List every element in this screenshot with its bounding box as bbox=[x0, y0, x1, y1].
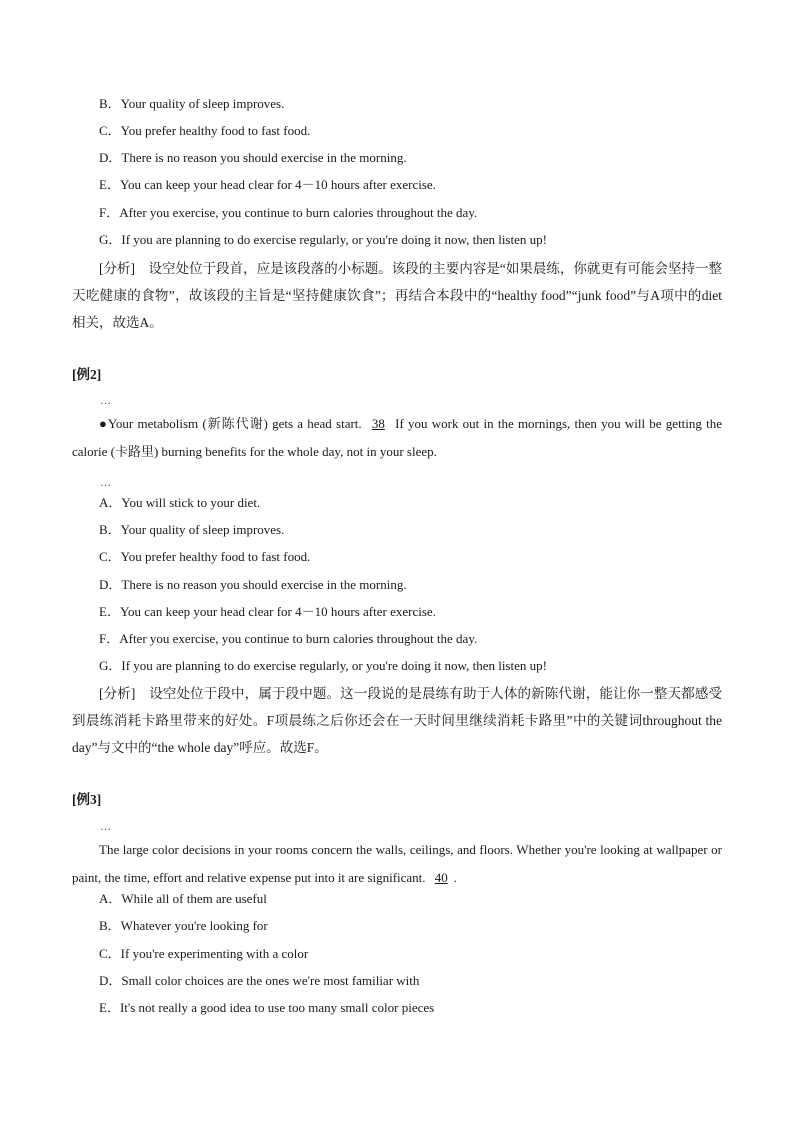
option-g: G．If you are planning to do exercise regularly, or you're doing it now, then listen up! bbox=[99, 658, 547, 673]
option-a: A．You will stick to your diet. bbox=[99, 495, 261, 510]
analysis-2 bbox=[72, 680, 722, 761]
option-a: A．While all of them are useful bbox=[99, 891, 267, 906]
ellipsis: … bbox=[100, 821, 111, 833]
option-d: D．There is no reason you should exercise in the morning. bbox=[99, 150, 407, 165]
blank-38: 38 bbox=[371, 416, 385, 431]
passage-text: ●Your metabolism (新陈代谢) gets a head start. 38 If you work out in the mornings, then you will be getting the calorie (卡路里) burning benefits for the whole day, not in your sleep. bbox=[72, 416, 723, 459]
passage-2 bbox=[72, 410, 722, 466]
example-heading: [例3] bbox=[72, 792, 102, 807]
passage-3 bbox=[72, 836, 722, 892]
option-b: B．Your quality of sleep improves. bbox=[99, 522, 285, 537]
ellipsis: … bbox=[100, 395, 111, 407]
option-g: G．If you are planning to do exercise regularly, or you're doing it now, then listen up! bbox=[99, 232, 547, 247]
ellipsis: … bbox=[100, 477, 111, 489]
example-heading: [例2] bbox=[72, 367, 102, 382]
analysis-1 bbox=[72, 255, 722, 336]
option-e: E．You can keep your head clear for 4－10 hours after exercise. bbox=[99, 177, 436, 192]
option-c: C．You prefer healthy food to fast food. bbox=[99, 549, 311, 564]
option-c: C．You prefer healthy food to fast food. bbox=[99, 123, 311, 138]
option-b: B．Whatever you're looking for bbox=[99, 918, 268, 933]
option-b: B．Your quality of sleep improves. bbox=[99, 96, 285, 111]
option-d: D．There is no reason you should exercise in the morning. bbox=[99, 577, 407, 592]
passage-text: The large color decisions in your rooms concern the walls, ceilings, and floors. Whether you're looking at wallpaper or paint, the time, effort and relative expense put into it are significant. 40 . bbox=[72, 842, 722, 885]
analysis-text: [分析] 设空处位于段中，属于段中题。这一段说的是晨练有助于人体的新陈代谢，能让你一整天都感受到晨练消耗卡路里带来的好处。F项晨练之后你还会在一天时间里继续消耗卡路里”中的关键词throughout the day”与文中的“the whole day”呼应。故选F。 bbox=[72, 686, 722, 755]
option-e: E．You can keep your head clear for 4－10 hours after exercise. bbox=[99, 604, 436, 619]
option-d: D．Small color choices are the ones we're most familiar with bbox=[99, 973, 420, 988]
option-f: F．After you exercise, you continue to burn calories throughout the day. bbox=[99, 631, 478, 646]
option-e: E．It's not really a good idea to use too many small color pieces bbox=[99, 1000, 435, 1015]
blank-40: 40 bbox=[434, 870, 448, 885]
option-f: F．After you exercise, you continue to burn calories throughout the day. bbox=[99, 205, 478, 220]
option-c: C．If you're experimenting with a color bbox=[99, 946, 309, 961]
analysis-text: [分析] 设空处位于段首，应是该段落的小标题。该段的主要内容是“如果晨练，你就更有可能会坚持一整天吃健康的食物”，故该段的主旨是“坚持健康饮食”；再结合本段中的“healthy food”“junk food”与A项中的diet相关，故选A。 bbox=[72, 261, 722, 330]
